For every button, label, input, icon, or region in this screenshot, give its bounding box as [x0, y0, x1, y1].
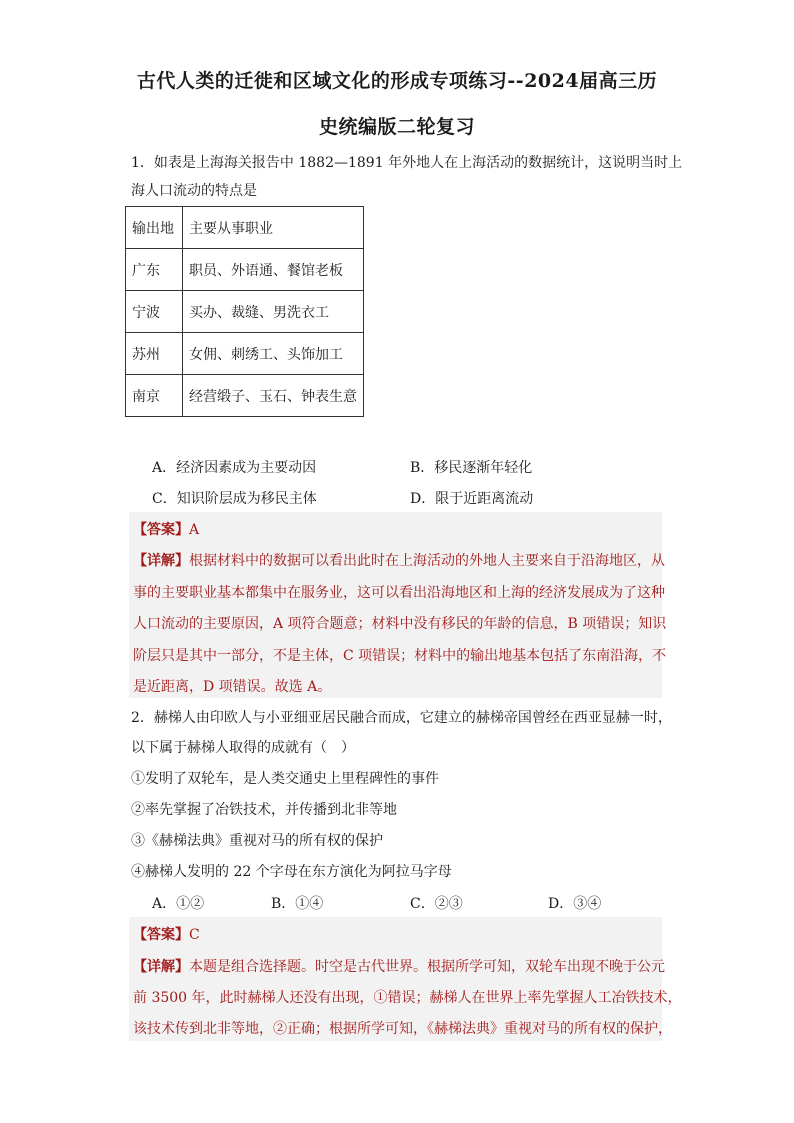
table-cell: 苏州 [126, 333, 183, 375]
table-cell: 经营缎子、玉石、钟表生意 [183, 375, 364, 417]
q1-detail-line3: 人口流动的主要原因，A 项符合题意；材料中没有移民的年龄的信息，B 项错误；知识 [133, 616, 667, 632]
detail-label: 【详解】 [133, 553, 189, 569]
q2-answer [133, 924, 200, 944]
q1-detail-line1 [133, 550, 665, 570]
q2-option-c: C．②③ [410, 896, 463, 912]
table-header-cell: 输出地 [126, 207, 183, 249]
q1-stem-line1: 1．如表是上海海关报告中 1882—1891 年外地人在上海活动的数据统计，这说明当时上 [131, 155, 683, 171]
q2-option-b: B．①④ [271, 896, 324, 912]
answer-value: C [189, 927, 200, 943]
detail-label: 【详解】 [133, 959, 189, 975]
table-header-cell: 主要从事职业 [183, 207, 364, 249]
q1-data-table [125, 206, 364, 417]
q2-option-a: A．①② [152, 896, 205, 912]
table-cell: 女佣、刺绣工、头饰加工 [183, 333, 364, 375]
q2-detail-line2: 前 3500 年，此时赫梯人还没有出现，①错误；赫梯人在世界上率先掌握人工冶铁技术， [133, 990, 682, 1006]
q2-item-1: ①发明了双轮车，是人类交通史上里程碑性的事件 [131, 771, 439, 787]
table-header-row [126, 207, 364, 249]
q2-item-3: ③《赫梯法典》重视对马的所有权的保护 [131, 833, 383, 849]
q2-detail-line3: 该技术传到北非等地，②正确；根据所学可知，《赫梯法典》重视对马的所有权的保护， [133, 1021, 672, 1037]
doc-title-line1: 古代人类的迁徙和区域文化的形成专项练习--2024届高三历 [136, 70, 658, 92]
q2-detail-line1 [133, 956, 665, 976]
answer-value: A [189, 522, 200, 538]
q2-stem-line1: 2．赫梯人由印欧人与小亚细亚居民融合而成，它建立的赫梯帝国曾经在西亚显赫一时， [131, 710, 672, 726]
table-row [126, 375, 364, 417]
table-cell: 广东 [126, 249, 183, 291]
q1-detail-line4: 阶层只是其中一部分，不是主体，C 项错误；材料中的输出地基本包括了东南沿海，不 [133, 648, 667, 664]
answer-label: 【答案】 [133, 927, 189, 943]
q1-option-a: A．经济因素成为主要动因 [152, 460, 317, 476]
q1-detail-line5: 是近距离，D 项错误。故选 A。 [133, 679, 332, 695]
table-row [126, 291, 364, 333]
q1-option-b: B．移民逐渐年轻化 [410, 460, 533, 476]
q1-detail-line2: 事的主要职业基本都集中在服务业，这可以看出沿海地区和上海的经济发展成为了这种 [133, 585, 665, 601]
table-cell: 买办、裁缝、男洗衣工 [183, 291, 364, 333]
q2-option-d: D．③④ [548, 896, 602, 912]
q2-stem-line2: 以下属于赫梯人取得的成就有（ ） [131, 740, 355, 756]
q1-option-c: C．知识阶层成为移民主体 [152, 491, 317, 507]
q1-option-d: D．限于近距离流动 [410, 491, 534, 507]
table-row [126, 333, 364, 375]
detail-text: 根据材料中的数据可以看出此时在上海活动的外地人主要来自于沿海地区，从 [189, 553, 665, 569]
table-cell: 宁波 [126, 291, 183, 333]
table-cell: 南京 [126, 375, 183, 417]
answer-label: 【答案】 [133, 522, 189, 538]
q1-answer-panel [129, 512, 662, 698]
q1-answer [133, 519, 199, 539]
q2-item-4: ④赫梯人发明的 22 个字母在东方演化为阿拉马字母 [131, 864, 452, 880]
doc-title-line2: 史统编版二轮复习 [318, 116, 475, 138]
table-row [126, 249, 364, 291]
table-cell: 职员、外语通、餐馆老板 [183, 249, 364, 291]
detail-text: 本题是组合选择题。时空是古代世界。根据所学可知，双轮车出现不晚于公元 [189, 959, 665, 975]
q1-stem-line2: 海人口流动的特点是 [131, 183, 257, 199]
q2-item-2: ②率先掌握了冶铁技术，并传播到北非等地 [131, 802, 397, 818]
